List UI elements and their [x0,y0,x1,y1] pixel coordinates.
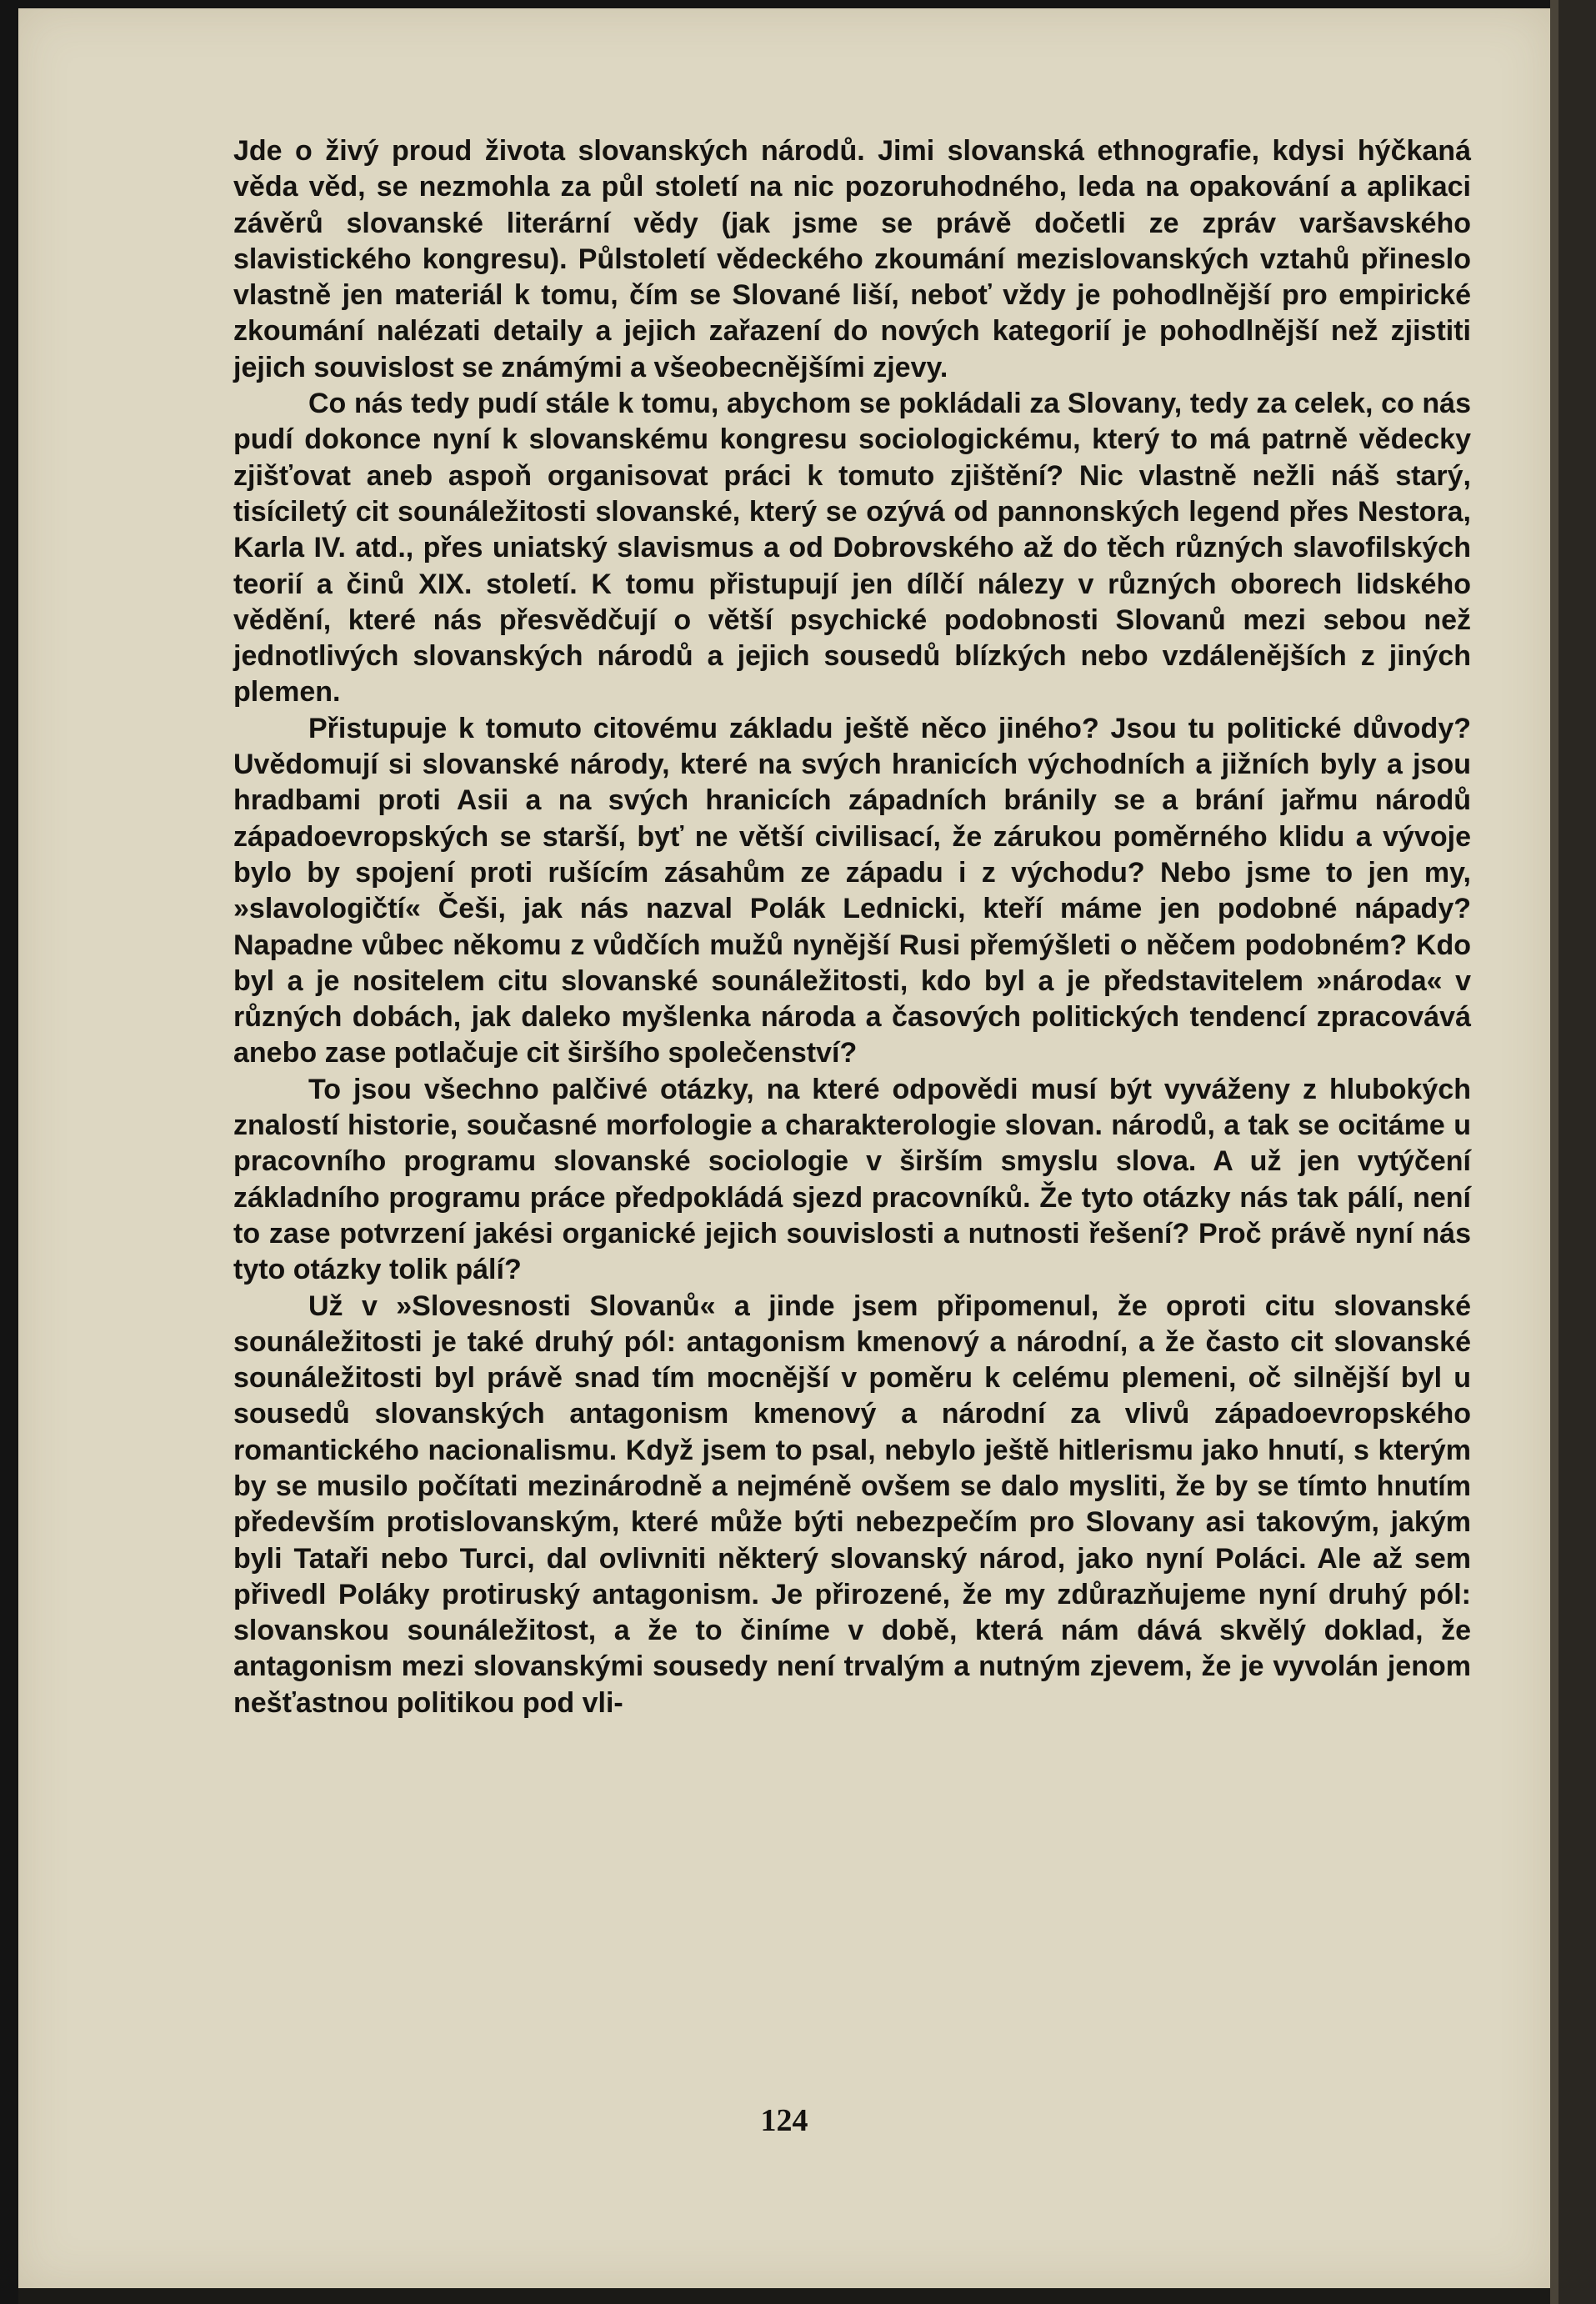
page-number: 124 [760,2103,808,2138]
body-text [233,133,1471,1721]
paragraph-4: To jsou všechno palčivé otázky, na které odpovědi musí být vyváženy z hlubokých znalostí historie, současné morfologie a charakterologie slovan. národů, a tak se ocitáme u pracovního programu slovanské sociologie v širším smyslu slova. A už jen vytýčení základního programu práce předpokládá sjezd pracovníků. Že tyto otázky nás tak pálí, není to zase potvrzení jakési organické jejich souvislosti a nutnosti řešení? Proč právě nyní nás tyto otázky tolik pálí? [233,1073,1471,1286]
paragraph-2: Co nás tedy pudí stále k tomu, abychom se pokládali za Slovany, tedy za celek, co nás pudí dokonce nyní k slovanskému kongresu sociologickému, který to má patrně vědecky zjišťovat aneb aspoň organisovat práci k tomuto zjištění? Nic vlastně nežli náš starý, tisíciletý cit sounáležitosti slovanské, který se ozývá od pannonských legend přes Nestora, Karla IV. atd., přes uniatský slavismus a od Dobrovského až do těch různých slavofilských teorií a činů XIX. století. K tomu přistupují jen dílčí nálezy v různých oborech lidského vědění, které nás přesvědčují o větší psychické podobnosti Slovanů mezi sebou než jednotlivých slovanských národů a jejich sousedů blízkých nebo vzdálenějších z jiných plemen. [233,388,1471,709]
paragraph-5: Už v »Slovesnosti Slovanů« a jinde jsem připomenul, že oproti citu slovanské sounáležitosti je také druhý pól: antagonism kmenový a národní, a že často cit slovanské sounáležitosti byl právě snad tím mocnější v poměru k celému plemeni, oč silnější byl u sousedů slovanských antagonism kmenový a národní za vlivů západoevropského romantického nacionalismu. Když jsem to psal, nebylo ještě hitlerismu jako hnutí, s kterým by se musilo počítati mezinárodně a nejméně ovšem se dalo mysliti, že by se tímto hnutím především protislovanským, které může býti nebezpečím pro Slovany asi takovým, jakým byli Tataři nebo Turci, dal ovlivniti některý slovanský národ, jako nyní Poláci. Ale až sem přivedl Poláky protiruský antagonism. Je přirozené, že my zdůrazňujeme nyní druhý pól: slovanskou sounáležitost, a že to činíme v době, která nám dává skvělý doklad, že antagonism mezi slovanskými sousedy není trvalým a nutným zjevem, že je vyvolán jenom nešťastnou politikou pod vli- [233,1290,1471,1719]
book-edge-bottom [18,2288,1550,2304]
paragraph-3: Přistupuje k tomuto citovému základu ještě něco jiného? Jsou tu politické důvody? Uvědomují si slovanské národy, které na svých hranicích východních a jižních byly a jsou hradbami proti Asii a na svých hranicích západních bránily se a brání jařmu národů západoevropských se starší, byť ne větší civilisací, že zárukou poměrného klidu a vývoje bylo by spojení proti rušícím zásahům ze západu i z východu? Nebo jsme to jen my, »slavologičtí« Češi, jak nás nazval Polák Lednicki, kteří máme jen podobné nápady? Napadne vůbec někomu z vůdčích mužů nynější Rusi přemýšleti o něčem podobném? Kdo byl a je nositelem citu slovanské sounáležitosti, kdo byl a je představitelem »národa« v různých dobách, jak daleko myšlenka národa a časových politických tendencí zpracovává anebo zase potlačuje cit širšího společenství? [233,712,1471,1069]
book-edge-right [1550,0,1596,2304]
book-page [18,8,1550,2288]
paragraph-1: Jde o živý proud života slovanských národů. Jimi slovanská ethnografie, kdysi hýčkaná věda věd, se nezmohla za půl století na nic pozoruhodného, leda na opakování a aplikaci závěrů slovanské literární vědy (jak jsme se právě dočetli ze zpráv varšavského slavistického kongresu). Půlstoletí vědeckého zkoumání mezislovanských vztahů přineslo vlastně jen materiál k tomu, čím se Slované liší, neboť vždy je pohodlnější pro empirické zkoumání nalézati detaily a jejich zařazení do nových kategorií je pohodlnější než zjistiti jejich souvislost se známými a všeobecnějšími zjevy. [233,135,1471,383]
